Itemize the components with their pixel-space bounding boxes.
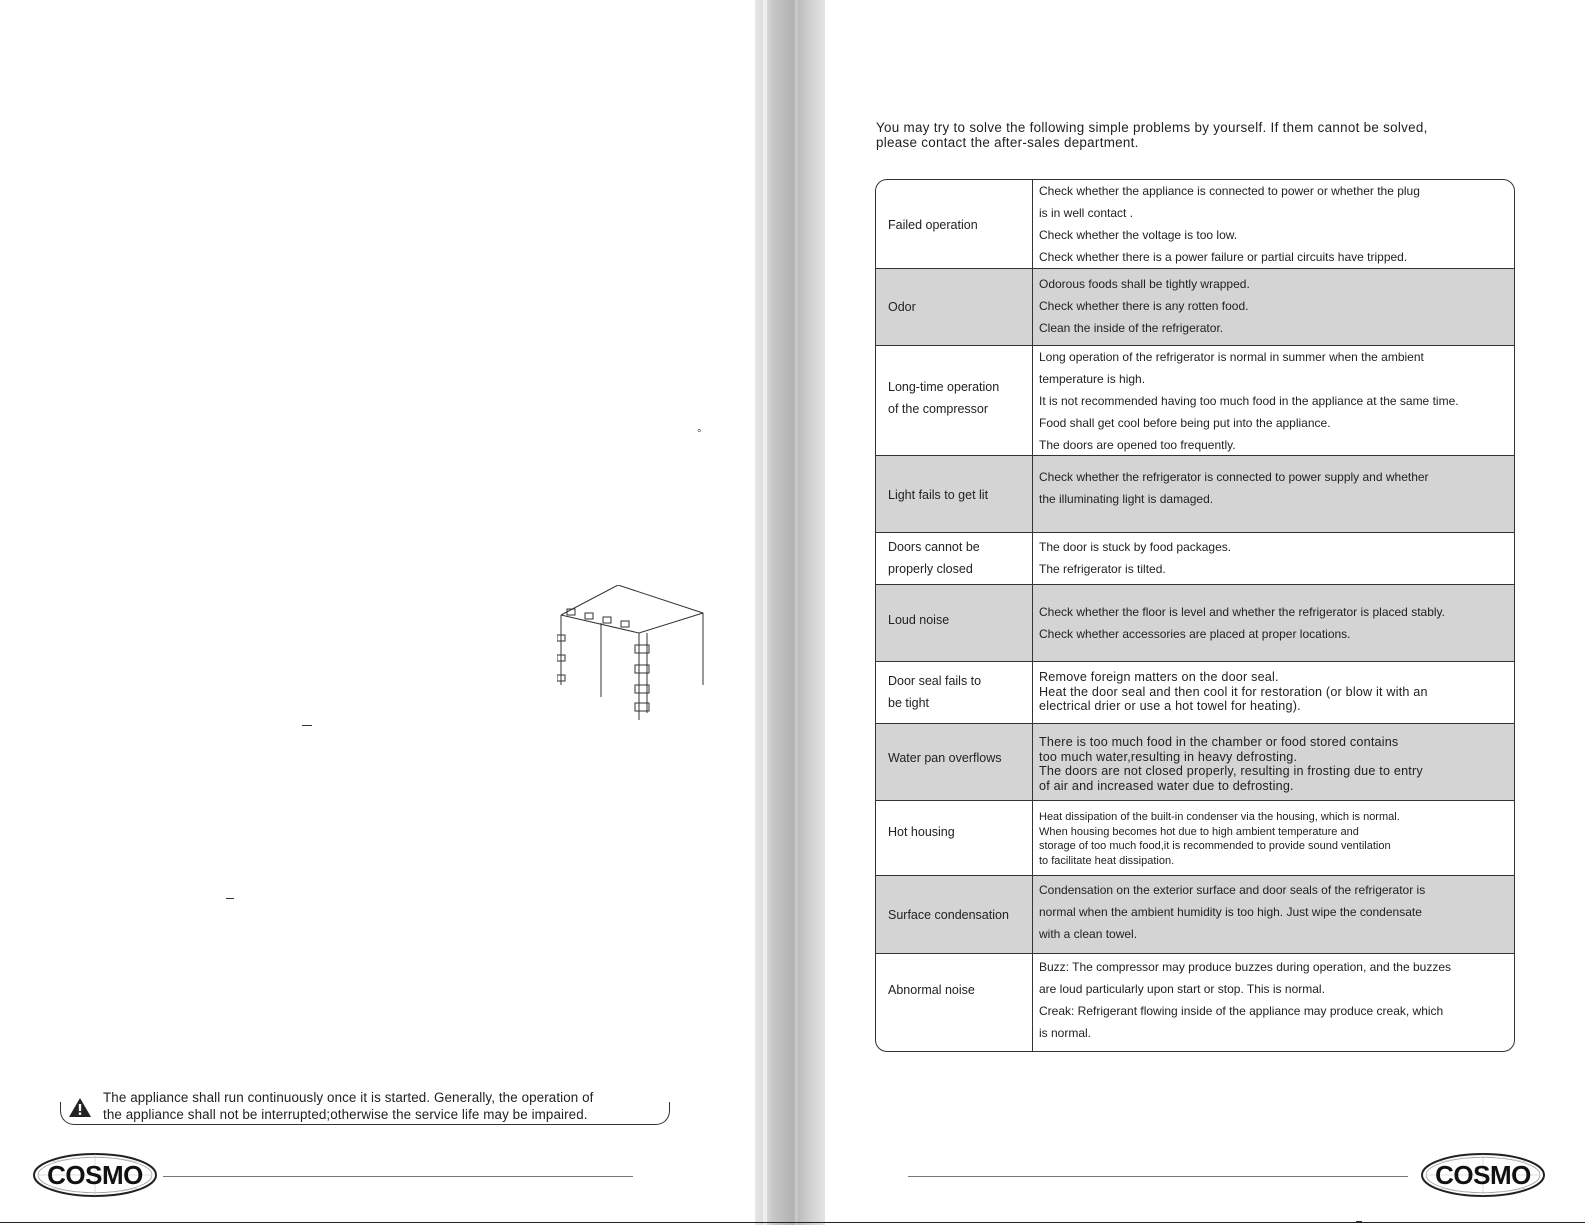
solution-cell xyxy=(1039,346,1509,456)
solution-line: the illuminating light is damaged. xyxy=(1039,492,1214,506)
solution-cell xyxy=(1039,810,1509,868)
solution-line: Remove foreign matters on the door seal. xyxy=(1039,670,1279,684)
problem-cell xyxy=(888,536,1033,580)
solution-line: Buzz: The compressor may produce buzzes during operation, and the buzzes xyxy=(1039,960,1452,974)
warning-line-2: the appliance shall not be interrupted;otherwise the service life may be impaired. xyxy=(103,1107,588,1122)
problem-cell xyxy=(888,376,1033,420)
problem-text: Door seal fails to xyxy=(888,674,982,688)
problem-text: Water pan overflows xyxy=(888,751,1002,765)
problem-text: Failed operation xyxy=(888,218,978,232)
solution-line: to facilitate heat dissipation. xyxy=(1039,854,1175,867)
problem-text: be tight xyxy=(888,696,930,710)
table-row xyxy=(876,533,1514,585)
problem-cell xyxy=(888,214,1033,236)
solution-line: Odorous foods shall be tightly wrapped. xyxy=(1039,277,1250,291)
footer-rule xyxy=(163,1176,633,1177)
page-tick-mark xyxy=(1356,1221,1362,1222)
troubleshooting-table xyxy=(875,179,1515,1052)
brand-logo xyxy=(1420,1152,1546,1198)
problem-cell xyxy=(888,296,1033,318)
table-row xyxy=(876,269,1514,346)
solution-line: Check whether the refrigerator is connected to power supply and whether xyxy=(1039,470,1429,484)
logo-text: COSMO xyxy=(1435,1159,1531,1190)
table-row xyxy=(876,724,1514,801)
problem-cell xyxy=(888,821,1033,843)
solution-line: temperature is high. xyxy=(1039,372,1146,386)
problem-text: properly closed xyxy=(888,562,973,576)
solution-cell xyxy=(1039,879,1509,945)
solution-cell xyxy=(1039,180,1509,268)
problem-cell xyxy=(888,747,1033,769)
solution-line: Check whether the floor is level and whether the refrigerator is placed stably. xyxy=(1039,605,1445,619)
solution-cell xyxy=(1039,601,1509,645)
table-row xyxy=(876,954,1514,1051)
solution-line: There is too much food in the chamber or food stored contains xyxy=(1039,735,1399,749)
problem-cell xyxy=(888,904,1033,926)
warning-text xyxy=(103,1089,663,1123)
warning-triangle-icon xyxy=(68,1097,92,1118)
problem-text: Light fails to get lit xyxy=(888,488,989,502)
table-row xyxy=(876,585,1514,662)
logo-text: COSMO xyxy=(47,1159,143,1190)
table-row xyxy=(876,801,1514,876)
solution-line: with a clean towel. xyxy=(1039,927,1138,941)
problem-cell xyxy=(888,484,1033,506)
problem-text: Long-time operation xyxy=(888,380,1000,394)
solution-line: It is not recommended having too much food in the appliance at the same time. xyxy=(1039,394,1459,408)
refrigerator-door-bracket-diagram-icon xyxy=(557,585,712,720)
solution-line: of air and increased water due to defrosting. xyxy=(1039,778,1294,793)
solution-line: Check whether the voltage is too low. xyxy=(1039,228,1238,242)
brand-logo xyxy=(32,1152,158,1198)
problem-text: of the compressor xyxy=(888,402,989,416)
solution-line: electrical drier or use a hot towel for heating). xyxy=(1039,699,1301,714)
intro-paragraph xyxy=(876,120,1516,150)
dash-mark xyxy=(226,898,234,899)
solution-line: Heat dissipation of the built-in condenser via the housing, which is normal. xyxy=(1039,811,1400,823)
intro-line-2: please contact the after-sales department. xyxy=(876,135,1139,150)
degree-symbol: ° xyxy=(697,428,702,440)
problem-text: Surface condensation xyxy=(888,908,1009,922)
warning-line-1: The appliance shall run continuously once it is started. Generally, the operation of xyxy=(103,1090,594,1105)
solution-line: storage of too much food,it is recommended to provide sound ventilation xyxy=(1039,840,1391,853)
dash-mark xyxy=(302,725,312,726)
solution-line: The doors are opened too frequently. xyxy=(1039,438,1236,452)
book-spine xyxy=(755,0,825,1225)
solution-cell xyxy=(1039,735,1509,793)
problem-cell xyxy=(888,979,1033,1001)
solution-line: are loud particularly upon start or stop. This is normal. xyxy=(1039,982,1325,996)
solution-line: The refrigerator is tilted. xyxy=(1039,562,1166,576)
solution-line: too much water,resulting in heavy defrosting. xyxy=(1039,749,1298,764)
problem-cell xyxy=(888,609,1033,631)
page-bottom-edge xyxy=(0,1222,1585,1223)
problem-text: Odor xyxy=(888,300,916,314)
column-divider xyxy=(1032,954,1033,1051)
solution-line: normal when the ambient humidity is too high. Just wipe the condensate xyxy=(1039,905,1422,919)
problem-cell xyxy=(888,670,1033,714)
table-row xyxy=(876,662,1514,724)
solution-line: The doors are not closed properly, resulting in frosting due to entry xyxy=(1039,764,1423,779)
table-row xyxy=(876,456,1514,533)
solution-line: Check whether there is a power failure or partial circuits have tripped. xyxy=(1039,250,1408,264)
solution-line: Check whether accessories are placed at proper locations. xyxy=(1039,627,1351,641)
solution-line: When housing becomes hot due to high ambient temperature and xyxy=(1039,825,1359,838)
solution-cell xyxy=(1039,670,1509,714)
solution-cell xyxy=(1039,956,1509,1044)
solution-line: Heat the door seal and then cool it for restoration (or blow it with an xyxy=(1039,684,1428,699)
problem-text: Loud noise xyxy=(888,613,950,627)
solution-line: Creak: Refrigerant flowing inside of the appliance may produce creak, which xyxy=(1039,1004,1444,1018)
table-row xyxy=(876,180,1514,269)
solution-line: Condensation on the exterior surface and door seals of the refrigerator is xyxy=(1039,883,1426,897)
table-row xyxy=(876,346,1514,456)
solution-line: Food shall get cool before being put into the appliance. xyxy=(1039,416,1331,430)
problem-text: Abnormal noise xyxy=(888,983,975,997)
solution-cell xyxy=(1039,536,1509,580)
solution-line: Long operation of the refrigerator is normal in summer when the ambient xyxy=(1039,350,1424,364)
solution-cell xyxy=(1039,466,1509,510)
solution-line: is in well contact . xyxy=(1039,206,1134,220)
solution-line: is normal. xyxy=(1039,1026,1092,1040)
solution-line: The door is stuck by food packages. xyxy=(1039,540,1232,554)
problem-text: Hot housing xyxy=(888,825,955,839)
problem-text: Doors cannot be xyxy=(888,540,980,554)
solution-cell xyxy=(1039,273,1509,339)
footer-rule xyxy=(908,1176,1408,1177)
solution-line: Check whether there is any rotten food. xyxy=(1039,299,1249,313)
solution-line: Clean the inside of the refrigerator. xyxy=(1039,321,1224,335)
table-row xyxy=(876,876,1514,954)
solution-line: Check whether the appliance is connected to power or whether the plug xyxy=(1039,184,1420,198)
intro-line-1: You may try to solve the following simple problems by yourself. If them cannot be solved, xyxy=(876,120,1428,135)
